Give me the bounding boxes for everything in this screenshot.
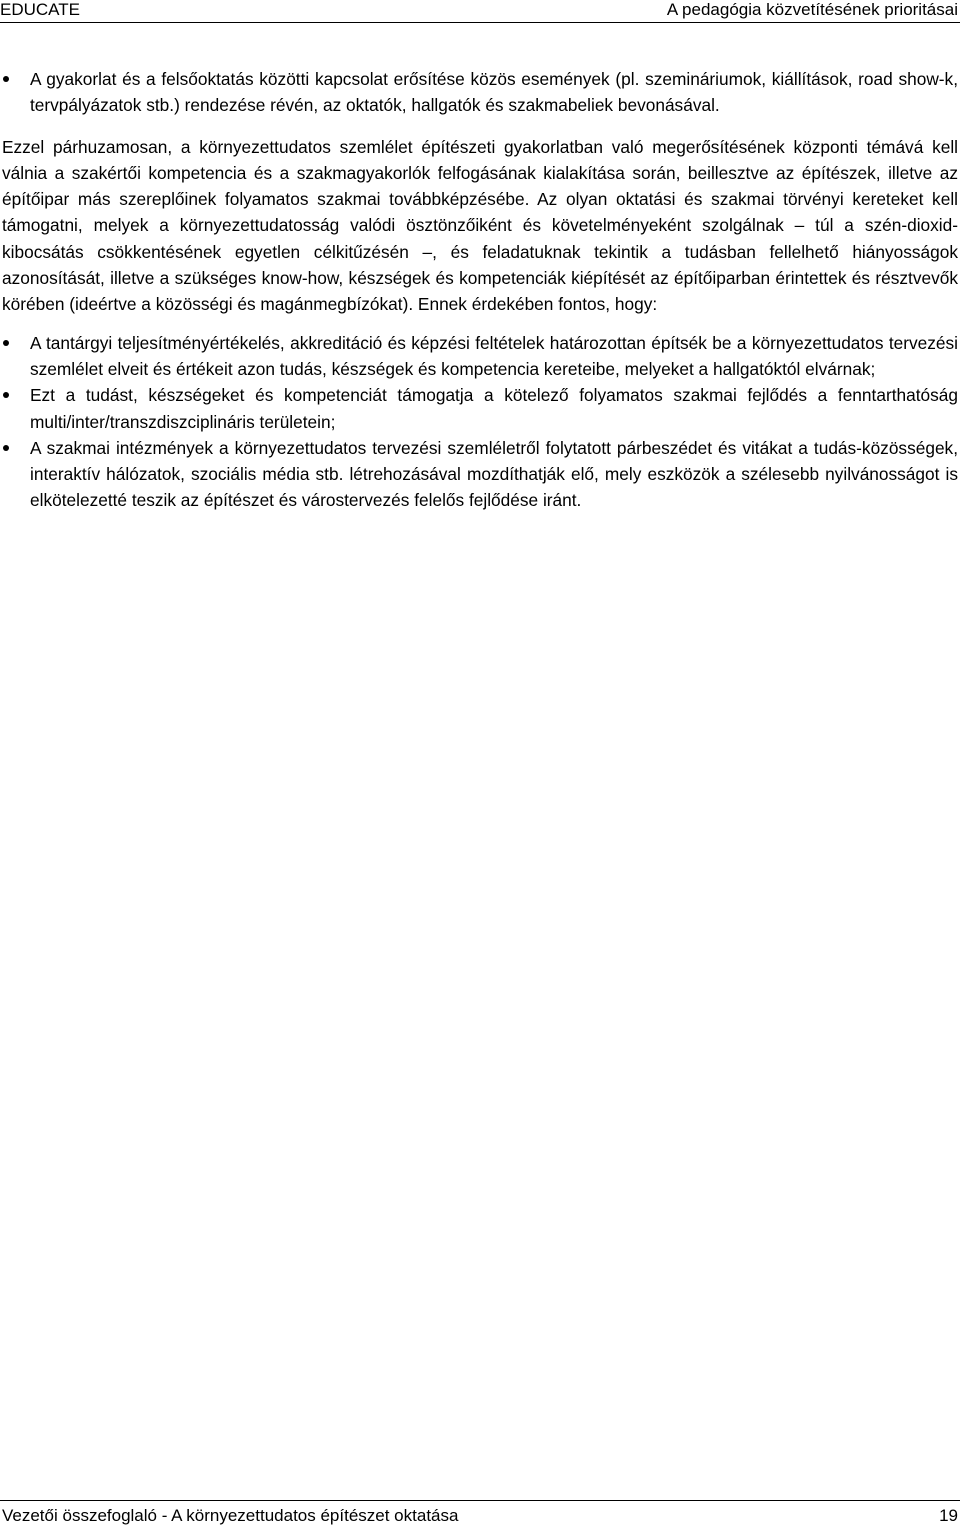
- bullet-icon: [3, 340, 9, 346]
- bullet-icon: [3, 76, 9, 82]
- list-item-text: Ezt a tudást, készségeket és kompetenciát támogatja a kötelező folyamatos szakmai fejlődés a fenntarthatóság multi/inter/transzdiszciplináris területein;: [30, 385, 958, 432]
- bottom-bullet-list: [2, 330, 958, 514]
- header-section-title: A pedagógia közvetítésének prioritásai: [666, 0, 958, 19]
- list-item: [2, 66, 958, 119]
- page-header: [0, 0, 960, 24]
- footer-divider: [0, 1500, 960, 1501]
- page-footer: [0, 1500, 960, 1528]
- list-item: [2, 330, 958, 383]
- list-item-text: A tantárgyi teljesítményértékelés, akkreditáció és képzési feltételek határozottan építsék be a környezettudatos tervezési szemlélet elveit és értékeit azon tudás, készségek és kompetencia kereteibe, melyeket a hallgatóktól elvárnak;: [30, 332, 958, 379]
- list-item: [2, 382, 958, 435]
- header-divider: [0, 22, 960, 23]
- body-paragraph: Ezzel párhuzamosan, a környezettudatos szemlélet építészeti gyakorlatban való megerősítésének központi témává kell válnia a szakértői kompetencia és a szakmagyakorlók felfogásának kialakítása során, beillesztve az építészek, illetve az építőipar más szereplőinek folyamatos szakmai továbbképzésébe. Az olyan oktatási és szakmai törvényi kereteket kell támogatni, melyek a környezettudatosság valódi ösztönzőiként és követelményeként szolgálnak – túl a szén-dioxid-kibocsátás csökkentésének egyetlen célkitűzésén –, és feladatuknak tekintik a tudásban fellelhető hiányosságok azonosítását, illetve a szükséges know-how, készségek és kompetenciák kiépítését az építőiparban érintettek és résztvevők körében (ideértve a közösségi és magánmegbízókat). Ennek érdekében fontos, hogy:: [2, 136, 958, 315]
- footer-document-title: Vezetői összefoglaló - A környezettudatos építészet oktatása: [2, 1506, 459, 1525]
- list-item-text: A szakmai intézmények a környezettudatos tervezési szemléletről folytatott párbeszédet és vitákat a tudás-közösségek, interaktív hálózatok, szociális média stb. létrehozásával mozdíthatják elő, mely eszközök a szélesebb nyilvánosságot is elkötelezetté teszik az építészet és várostervezés felelős fejlődése iránt.: [30, 437, 958, 511]
- bullet-icon: [3, 392, 9, 398]
- bullet-icon: [3, 445, 9, 451]
- header-brand: EDUCATE: [0, 0, 80, 19]
- list-item-text: A gyakorlat és a felsőoktatás közötti kapcsolat erősítése közös események (pl. szemináriumok, kiállítások, road show-k, tervpályázatok stb.) rendezése révén, az oktatók, hallgatók és szakmabeliek bevonásával.: [30, 69, 958, 116]
- top-bullet-list: [2, 66, 958, 119]
- page-number: 19: [939, 1506, 958, 1525]
- page-content: [2, 66, 958, 514]
- list-item: [2, 435, 958, 514]
